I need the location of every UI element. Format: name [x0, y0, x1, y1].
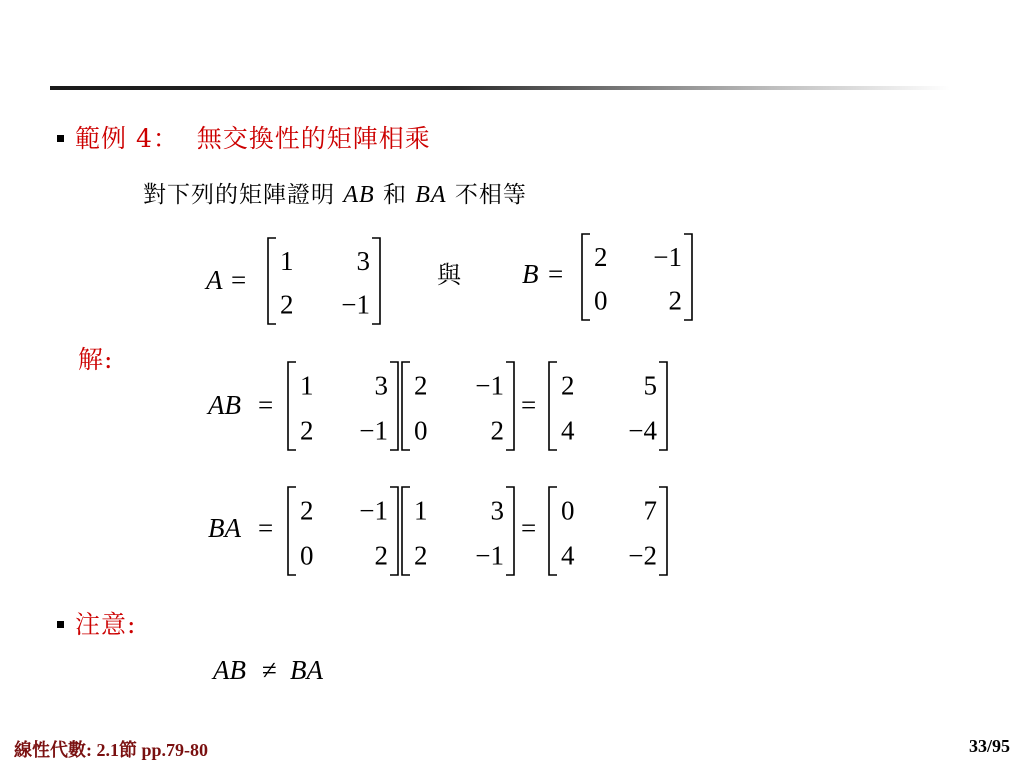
right-bracket — [372, 238, 380, 324]
left-bracket — [549, 487, 557, 575]
matrix-cell: 3 — [374, 370, 388, 401]
prompt-and: 和 — [382, 182, 407, 208]
matrix-ab-result — [549, 362, 667, 450]
equals-sign: = — [258, 513, 274, 543]
matrix-cell: 2 — [561, 370, 575, 401]
equals-sign: = — [521, 513, 537, 543]
footer-course: 線性代數: 2.1節 pp.79-80 — [14, 740, 209, 760]
symbol-ab: AB — [208, 390, 241, 420]
matrix-cell: 2 — [594, 241, 608, 272]
matrix-cell: 0 — [594, 285, 608, 316]
matrix-cell: 7 — [643, 495, 657, 526]
matrix-cell: 3 — [356, 245, 370, 276]
symbol-ba: BA — [290, 655, 323, 685]
symbol-ab: AB — [213, 655, 246, 685]
right-bracket — [506, 487, 514, 575]
equals-sign: = — [258, 390, 274, 420]
matrix-cell: −1 — [653, 241, 682, 272]
prompt-ab: AB — [343, 182, 375, 208]
matrix-b — [582, 234, 692, 320]
prompt-prefix: 對下列的矩陣證明 — [143, 182, 335, 208]
matrix-cell: −1 — [359, 415, 388, 446]
equals-sign: = — [521, 390, 537, 420]
matrix-cell: 2 — [300, 415, 314, 446]
equals-sign: = — [548, 259, 564, 289]
matrix-cell: 2 — [414, 540, 428, 571]
prompt-ba: BA — [415, 182, 447, 208]
right-bracket — [684, 234, 692, 320]
matrix-cell: 2 — [668, 285, 682, 316]
prompt-suffix: 不相等 — [454, 182, 527, 208]
note-label: 注意: — [75, 610, 137, 639]
solution-label: 解: — [78, 345, 114, 374]
matrix-cell: 2 — [280, 289, 294, 320]
matrix-cell: 0 — [414, 415, 428, 446]
matrix-cell: −4 — [628, 415, 657, 446]
matrix-a-factor — [402, 487, 514, 575]
example-label: 範例 4： — [75, 124, 179, 153]
matrix-cell: 4 — [561, 415, 575, 446]
matrix-cell: −1 — [475, 540, 504, 571]
matrix-b-factor — [402, 362, 514, 450]
left-bracket — [288, 487, 296, 575]
matrix-a-factor — [288, 362, 398, 450]
right-bracket — [390, 362, 398, 450]
example-title: 無交換性的矩陣相乘 — [196, 124, 431, 153]
matrix-cell: 1 — [414, 495, 428, 526]
equals-sign: = — [231, 265, 247, 295]
left-bracket — [268, 238, 276, 324]
and-word: 與 — [437, 261, 461, 289]
symbol-b: B — [522, 259, 539, 289]
matrix-a — [268, 238, 380, 324]
matrix-cell: 4 — [561, 540, 575, 571]
matrix-cell: 2 — [300, 495, 314, 526]
left-bracket — [549, 362, 557, 450]
right-bracket — [390, 487, 398, 575]
matrix-cell: 2 — [374, 540, 388, 571]
matrix-cell: −2 — [628, 540, 657, 571]
left-bracket — [288, 362, 296, 450]
matrix-cell: 0 — [561, 495, 575, 526]
matrix-cell: 2 — [414, 370, 428, 401]
right-bracket — [506, 362, 514, 450]
right-bracket — [659, 362, 667, 450]
matrix-cell: 1 — [280, 245, 294, 276]
matrix-ba-result — [549, 487, 667, 575]
matrix-b-factor — [288, 487, 398, 575]
matrix-cell: 1 — [300, 370, 314, 401]
matrix-cell: −1 — [341, 289, 370, 320]
left-bracket — [582, 234, 590, 320]
matrix-cell: 5 — [643, 370, 657, 401]
not-equal-sign: ≠ — [262, 655, 277, 685]
left-bracket — [402, 487, 410, 575]
matrix-cell: −1 — [359, 495, 388, 526]
matrix-cell: 0 — [300, 540, 314, 571]
symbol-ba: BA — [208, 513, 241, 543]
matrix-cell: −1 — [475, 370, 504, 401]
symbol-a: A — [206, 265, 223, 295]
right-bracket — [659, 487, 667, 575]
matrix-cell: 2 — [490, 415, 504, 446]
footer-page-number: 33/95 — [968, 736, 1010, 756]
matrix-cell: 3 — [490, 495, 504, 526]
left-bracket — [402, 362, 410, 450]
